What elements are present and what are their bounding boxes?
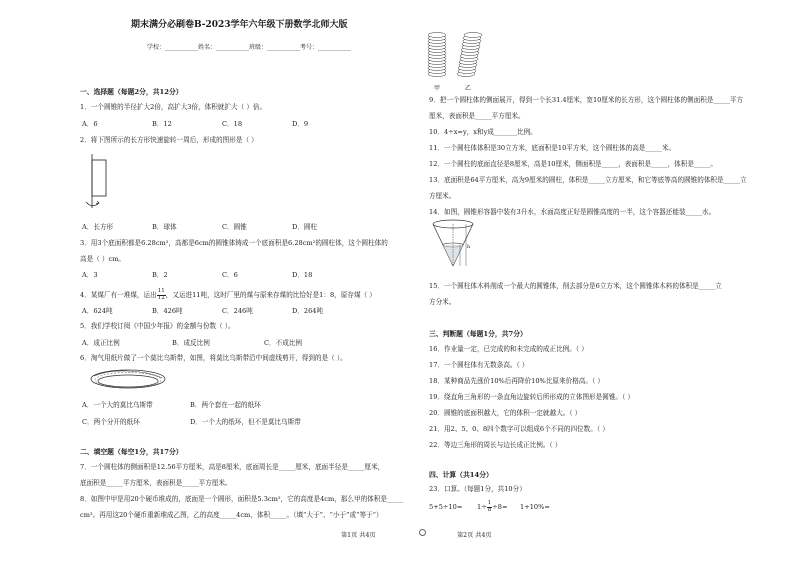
page-footer-1: 第1页 共4页 [341,532,376,539]
question-13-line-2: 方厘米。 [429,192,456,200]
q5-option-c: C．不成比例 [264,339,303,347]
calc-item-2-fraction: $\frac{1}{8}$ [487,500,492,513]
question-8-line-2: cm³。再用这20个硬币重新堆成乙图，乙的高度_____4cm，体积_____。（填“大于”、“小于”或“等于”） [80,511,383,519]
question-9-line-2: 厘米，表面积是_____平方厘米。 [429,112,525,120]
q4-option-d: D．264吨 [292,307,324,315]
exam-page-2 [397,0,794,561]
question-7-line-1: 7．一个圆柱体的侧面积是12.56平方厘米，高是8厘米，底面周长是_____厘米，底面半径是_____厘米， [80,463,385,471]
question-21: 21．用2、5、0、8四个数字可以组成6个不同的四位数。（ ） [429,425,609,433]
cone-h-label: h [467,244,471,250]
q2-option-b: B．球体 [152,223,177,231]
question-12: 12．一个圆柱的底面直径是8厘米，高是10厘米，侧面积是_____，表面积是_____，体积是_____。 [429,160,718,168]
q3-option-c: C．6 [222,271,238,279]
question-9-line-1: 9．把一个圆柱体的侧面展开，得到一个长31.4厘米，宽10厘米的长方形，这个圆柱体的侧面积是_____平方 [429,96,744,104]
question-5: 5．我们学校订阅《中国少年报》的金额与份数（ ）。 [80,322,235,330]
question-15-line-2: 方分米。 [429,298,456,306]
q4-text-post: ，又运进11吨，这时厂里的煤与原来存煤的比恰好是1：8，原存煤（ ） [165,291,376,299]
q4-fraction: $\frac{11}{12}$ [157,288,165,301]
question-22: 22．等边三角形的周长与边长成正比例。（ ） [429,441,562,449]
q6-option-c: C．两个分开的纸环 [82,418,140,426]
calc-item-3: 1+10%= [520,503,550,511]
question-8-line-1: 8．如图中甲是用20个硬币堆成的，底面是一个圆形，面积是5.3cm²，它的高度是4cm，那么甲的体积是_____ [80,495,404,503]
q3-option-b: B．2 [152,271,168,279]
calc-item-1: 5+5÷10= [429,503,463,511]
cone-container-figure [430,218,476,270]
q6-option-a: A．一个大的莫比乌斯带 [82,401,153,409]
question-19: 19．绕直角三角形的一条直角边旋转后所形成的立体图形是圆锥。（ ） [429,393,634,401]
question-10: 10．4÷x=y，x和y成_______比例。 [429,128,537,136]
student-info-line: 学校：___________姓名：___________班级：___________考号：___________ [147,44,352,51]
q6-option-b: B．两个套在一起的纸环 [190,401,261,409]
q3-option-a: A．3 [82,271,98,279]
question-16: 16．作业量一定，已完成的和未完成的成正比例。（ ） [429,345,588,353]
section-4-heading: 四、计算（共14分） [429,471,493,479]
question-18: 18．某种商品先涨价10%后再降价10%比原来价格高。（ ） [429,377,604,385]
rectangle-rotation-figure [84,152,114,210]
q4-text-pre: 4．某煤厂有一堆煤，运出 [80,291,157,299]
q4-option-b: B．426吨 [152,307,183,315]
coin-label-jia: 甲 [434,85,441,92]
mobius-strip-figure [88,366,168,394]
question-20: 20．圆锥的底面积越大，它的体积一定就越大。（ ） [429,409,582,417]
exam-title: 期末满分必刷卷B-2023学年六年级下册数学北师大版 [131,20,348,30]
question-2: 2．将下图所示的长方形快速旋转一周后，形成的图形是（ ） [80,136,258,144]
q2-option-c: C．圆锥 [222,223,247,231]
question-7-line-2: 底面积是_____平方厘米，表面积是_____平方厘米。 [80,479,232,487]
q1-option-a: A．6 [82,120,98,128]
calc-item-2: 1÷ $\frac{1}{8}$ ÷8= [477,500,508,513]
question-4 [80,289,376,301]
coin-stacks-figure [425,28,487,84]
question-1: 1．一个圆锥的半径扩大2倍，高扩大3倍，体积就扩大（ ）倍。 [80,103,267,111]
q1-option-b: B．12 [152,120,172,128]
page-footer-2: 第2页 共4页 [457,532,492,539]
q4-option-a: A．624吨 [82,307,113,315]
section-3-heading: 三、判断题（每题1分，共7分） [429,330,527,338]
question-6: 6．淘气用纸片做了一个莫比乌斯带，如图，将莫比乌斯带沿中间虚线剪开，得到的是（ ）。 [80,354,347,362]
q6-option-d: D．一个大的纸环，但不是莫比乌斯带 [190,418,301,426]
question-23: 23．口算。（每题1分，共10分） [429,485,526,493]
q2-option-d: D．圆柱 [292,223,318,231]
q1-option-d: D．9 [292,120,309,128]
section-1-heading: 一、选择题（每题2分，共12分） [80,88,183,96]
question-14: 14．如图，圆锥形容器中装有3升水，水面高度正好是圆锥高度的一半，这个容器还能装_____水。 [429,208,716,216]
question-3-line-2: 高是（ ）cm。 [80,255,126,263]
question-13-line-1: 13．底面积是64平方厘米，高为9厘米的圆柱，体积是_____立方厘米，和它等底等高的圆锥的体积是_____立 [429,176,747,184]
section-2-heading: 二、填空题（每空1分，共17分） [80,448,183,456]
q3-option-d: D．18 [292,271,313,279]
q4-option-c: C．246吨 [222,307,253,315]
question-11: 11．一个圆柱体体积是30立方米，底面积是10平方米，这个圆柱体的高是_____米。 [429,144,676,152]
q5-option-a: A．成正比例 [82,339,120,347]
q1-option-c: C．18 [222,120,243,128]
question-17: 17．一个圆柱体有无数条高。（ ） [429,361,529,369]
q5-option-b: B．成反比例 [172,339,210,347]
question-15-line-1: 15．一个圆柱体木料削成一个最大的圆锥体，削去部分是6立方米，这个圆锥体木料的体积是_____立 [429,282,722,290]
q2-option-a: A．长方形 [82,223,114,231]
coin-label-yi: 乙 [465,85,472,92]
question-3-line-1: 3．用3个底面积都是6.28cm²，高都是6cm的圆锥体铸成一个底面积是6.28cm²的圆柱体，这个圆柱体的 [80,239,388,247]
